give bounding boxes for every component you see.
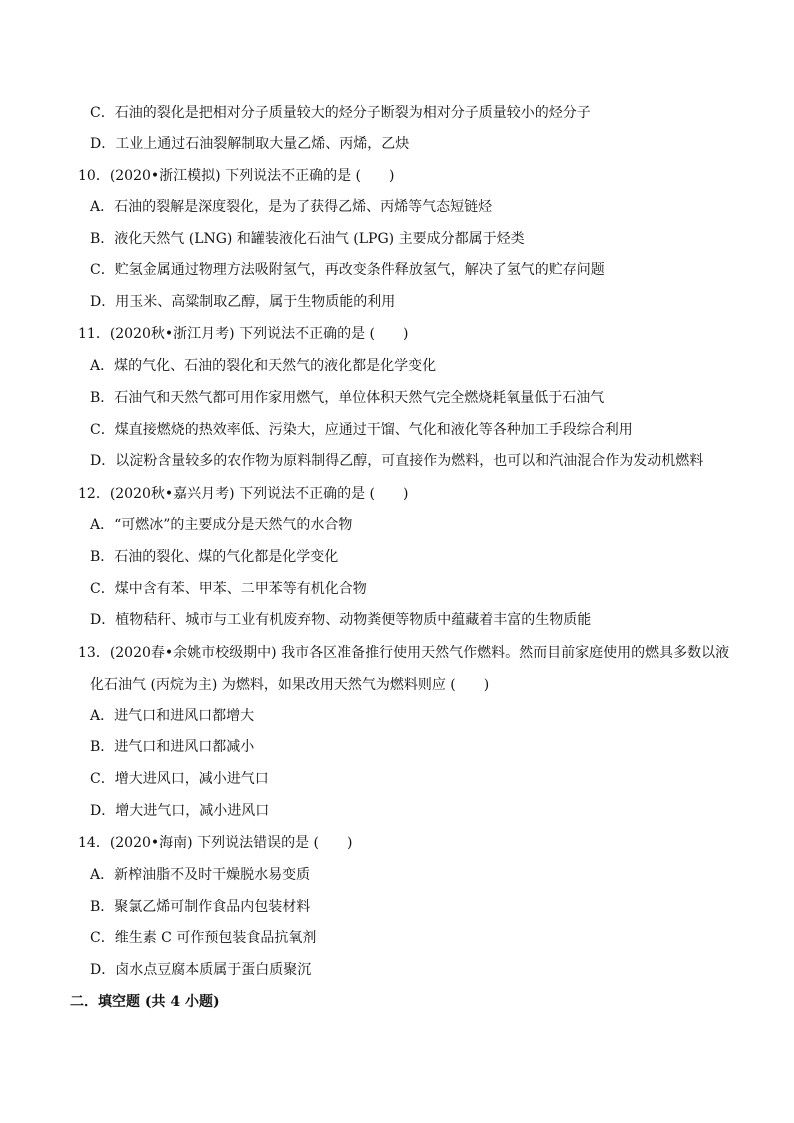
option-c-11: C．煤直接燃烧的热效率低、污染大，应通过干馏、气化和液化等各种加工手段综合利用 (90, 422, 633, 438)
option-b-12: B．石油的裂化、煤的气化都是化学变化 (90, 549, 339, 565)
option-b-13: B．进气口和进风口都减小 (90, 739, 255, 755)
option-d-11: D．以淀粉含量较多的农作物为原料制得乙醇，可直接作为燃料，也可以和汽油混合作为发动机燃料 (90, 453, 704, 469)
option-c-14: C．维生素 C 可作预包装食品抗氧剂 (90, 930, 317, 946)
option-c-13: C．增大进风口，减小进气口 (90, 771, 269, 787)
option-b-14: B．聚氯乙烯可制作食品内包装材料 (90, 899, 311, 915)
option-a-10: A．石油的裂解是深度裂化，是为了获得乙烯、丙烯等气态短链烃 (90, 199, 493, 215)
question-13-continued: 化石油气 (丙烷为主) 为燃料，如果改用天然气为燃料则应 ( ) (90, 677, 490, 693)
option-c-9: C．石油的裂化是把相对分子质量较大的烃分子断裂为相对分子质量较小的烃分子 (90, 105, 591, 121)
option-b-11: B．石油气和天然气都可用作家用燃气，单位体积天然气完全燃烧耗氧量低于石油气 (90, 390, 605, 406)
option-a-11: A．煤的气化、石油的裂化和天然气的液化都是化学变化 (90, 358, 437, 374)
option-a-13: A．进气口和进风口都增大 (90, 708, 255, 724)
question-11: 11．(2020秋•浙江月考) 下列说法不正确的是 ( ) (78, 326, 409, 342)
question-10: 10．(2020•浙江模拟) 下列说法不正确的是 ( ) (78, 168, 395, 184)
option-c-12: C．煤中含有苯、甲苯、二甲苯等有机化合物 (90, 581, 367, 597)
section-heading-fill-in-blank: 二．填空题 (共 4 小题) (70, 994, 220, 1010)
option-b-10: B．液化天然气 (LNG) 和罐装液化石油气 (LPG) 主要成分都属于烃类 (90, 231, 525, 247)
option-d-12: D．植物秸秆、城市与工业有机废弃物、动物粪便等物质中蕴藏着丰富的生物质能 (90, 612, 592, 628)
question-13: 13．(2020春•余姚市校级期中) 我市各区准备推行使用天然气作燃料。然而目前家庭使用的燃具多数以液 (78, 645, 730, 661)
option-c-10: C．贮氢金属通过物理方法吸附氢气，再改变条件释放氢气，解决了氢气的贮存问题 (90, 262, 605, 278)
option-a-12: A．“可燃冰”的主要成分是天然气的水合物 (90, 517, 353, 533)
option-d-14: D．卤水点豆腐本质属于蛋白质聚沉 (90, 962, 312, 978)
question-12: 12．(2020秋•嘉兴月考) 下列说法不正确的是 ( ) (78, 486, 409, 502)
option-d-10: D．用玉米、高粱制取乙醇，属于生物质能的利用 (90, 294, 396, 310)
question-14: 14．(2020•海南) 下列说法错误的是 ( ) (78, 835, 353, 851)
option-a-14: A．新榨油脂不及时干燥脱水易变质 (90, 867, 311, 883)
option-d-9: D．工业上通过石油裂解制取大量乙烯、丙烯，乙炔 (90, 136, 410, 152)
option-d-13: D．增大进气口，减小进风口 (90, 803, 270, 819)
